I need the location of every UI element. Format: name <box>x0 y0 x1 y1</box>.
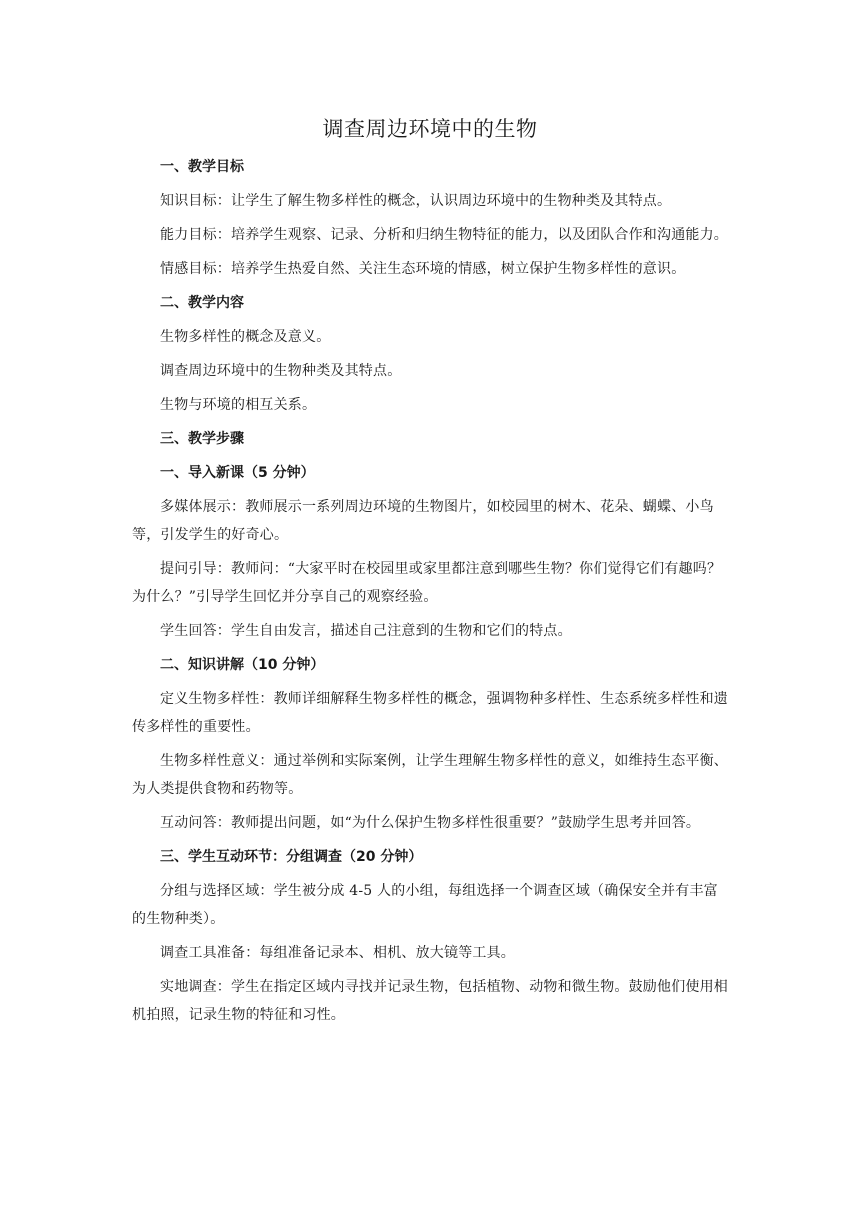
document-body <box>132 153 732 1035</box>
subsection-heading-explain: 二、知识讲解（10 分钟） <box>160 657 325 673</box>
paragraph-field-survey: 实地调查：学生在指定区域内寻找并记录生物，包括植物、动物和微生物。鼓励他们使用相机拍照，记录生物的特征和习性。 <box>132 979 728 1023</box>
paragraph-interactive-qa: 互动问答：教师提出问题，如“为什么保护生物多样性很重要？”鼓励学生思考并回答。 <box>160 815 701 831</box>
paragraph-tools: 调查工具准备：每组准备记录本、相机、放大镜等工具。 <box>160 945 515 961</box>
paragraph-multimedia: 多媒体展示：教师展示一系列周边环境的生物图片，如校园里的树木、花朵、蝴蝶、小鸟等，引发学生的好奇心。 <box>132 499 714 543</box>
paragraph-grouping: 分组与选择区域：学生被分成 4-5 人的小组，每组选择一个调查区域（确保安全并有丰富的生物种类）。 <box>132 883 718 927</box>
section-heading-content: 二、教学内容 <box>160 295 244 311</box>
subsection-heading-intro: 一、导入新课（5 分钟） <box>160 465 315 481</box>
paragraph-emotion-goal: 情感目标：培养学生热爱自然、关注生态环境的情感，树立保护生物多样性的意识。 <box>160 261 686 277</box>
paragraph-define-biodiversity: 定义生物多样性：教师详细解释生物多样性的概念，强调物种多样性、生态系统多样性和遗传多样性的重要性。 <box>132 691 728 735</box>
section-heading-goals: 一、教学目标 <box>160 159 244 175</box>
section-heading-steps: 三、教学步骤 <box>160 431 244 447</box>
content-item: 生物多样性的概念及意义。 <box>160 329 331 345</box>
paragraph-student-answer: 学生回答：学生自由发言，描述自己注意到的生物和它们的特点。 <box>160 623 572 639</box>
paragraph-knowledge-goal: 知识目标：让学生了解生物多样性的概念，认识周边环境中的生物种类及其特点。 <box>160 193 672 209</box>
paragraph-biodiversity-meaning: 生物多样性意义：通过举例和实际案例，让学生理解生物多样性的意义，如维持生态平衡、为人类提供食物和药物等。 <box>132 753 728 797</box>
content-item: 生物与环境的相互关系。 <box>160 397 317 413</box>
paragraph-ability-goal: 能力目标：培养学生观察、记录、分析和归纳生物特征的能力，以及团队合作和沟通能力。 <box>160 227 728 243</box>
subsection-heading-interact: 三、学生互动环节：分组调查（20 分钟） <box>160 849 423 865</box>
document-title: 调查周边环境中的生物 <box>322 117 538 141</box>
paragraph-question-guide: 提问引导：教师问：“大家平时在校园里或家里都注意到哪些生物？你们觉得它们有趣吗？为什么？”引导学生回忆并分享自己的观察经验。 <box>132 561 722 605</box>
content-item: 调查周边环境中的生物种类及其特点。 <box>160 363 402 379</box>
